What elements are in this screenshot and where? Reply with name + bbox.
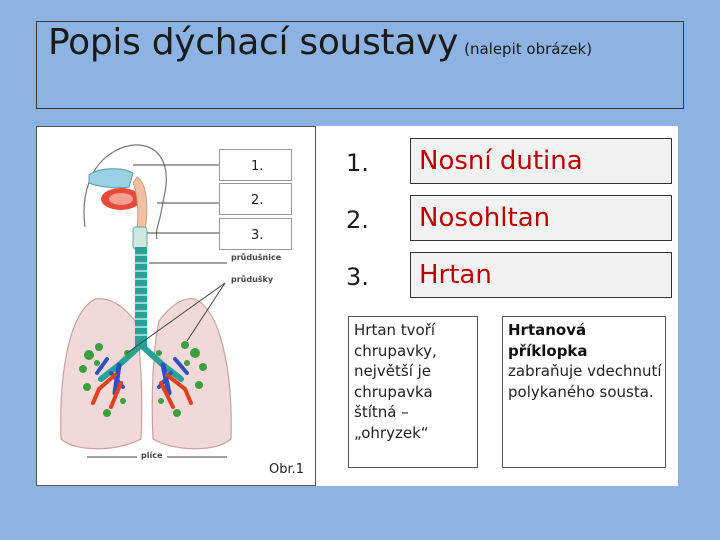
term-label-3: Hrtan bbox=[419, 260, 492, 290]
diagram-label-1: 1. bbox=[219, 149, 292, 181]
diagram-label-2: 2. bbox=[219, 183, 292, 215]
term-box-1 bbox=[410, 138, 672, 184]
term-box-2 bbox=[410, 195, 672, 241]
diagram-label-3: 3. bbox=[219, 218, 292, 250]
content-panel bbox=[36, 126, 678, 486]
respiratory-diagram bbox=[36, 126, 316, 486]
title-main: Popis dýchací soustavy bbox=[48, 22, 459, 63]
note-epiglottis bbox=[502, 316, 666, 468]
title-subtitle: (nalepit obrázek) bbox=[464, 40, 593, 58]
tag-bronchi: průdušky bbox=[231, 275, 274, 284]
note-epiglottis-term: Hrtanová příklopka bbox=[508, 321, 588, 360]
page-title bbox=[48, 22, 592, 63]
term-number-1: 1. bbox=[346, 149, 369, 177]
term-number-3: 3. bbox=[346, 263, 369, 291]
larynx bbox=[133, 227, 147, 249]
term-number-2: 2. bbox=[346, 206, 369, 234]
term-label-1: Nosní dutina bbox=[419, 146, 583, 176]
note-larynx bbox=[348, 316, 478, 468]
figure-caption: Obr.1 bbox=[269, 462, 305, 477]
nasal-cavity bbox=[89, 169, 133, 188]
note-larynx-text: Hrtan tvoří chrupavky, největší je chrupavka štítná – „ohryzek“ bbox=[354, 321, 437, 442]
term-label-2: Nosohltan bbox=[419, 203, 551, 233]
left-lung bbox=[61, 299, 142, 449]
term-box-3 bbox=[410, 252, 672, 298]
note-epiglottis-text: zabraňuje vdechnutí polykaného sousta. bbox=[508, 362, 662, 401]
tag-trachea: průdušnice bbox=[231, 253, 282, 262]
tag-lungs: plíce bbox=[141, 451, 163, 460]
trachea bbox=[135, 247, 147, 347]
